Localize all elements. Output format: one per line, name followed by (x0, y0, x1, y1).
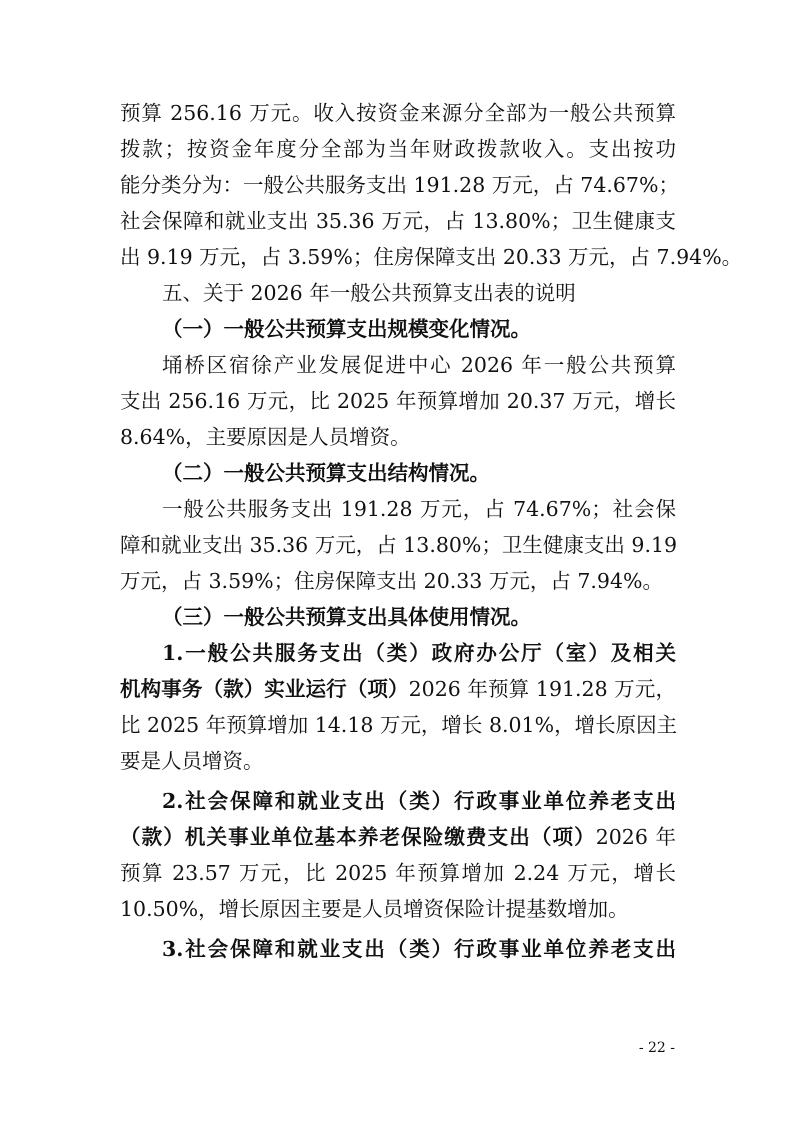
body-line-10: 8.64%，主要原因是人员增资。 (120, 425, 411, 449)
item-2-title-bold: （款）机关事业单位基本养老保险缴费支出（项） (120, 825, 596, 849)
section-heading-5: 五、关于 2026 年一般公共预算支出表的说明 (162, 281, 576, 305)
item-2-text: 2026 年 (595, 825, 677, 849)
item-1-title-bold: 机构事务（款）实业运行（项） (120, 677, 409, 701)
body-line-8: 埇桥区宿徐产业发展促进中心 2026 年一般公共预算 (162, 353, 676, 377)
body-line-1: 预算 256.16 万元。收入按资金来源分全部为一般公共预算 (120, 101, 676, 125)
item-2-body-line-1: 预算 23.57 万元，比 2025 年预算增加 2.24 万元，增长 (120, 861, 676, 885)
item-2-title-line-2 (120, 819, 676, 855)
subheading-2: （二）一般公共预算支出结构情况。 (162, 461, 490, 485)
body-line-4: 社会保障和就业支出 35.36 万元，占 13.80%；卫生健康支 (120, 209, 676, 233)
body-line-12: 一般公共服务支出 191.28 万元，占 74.67%；社会保 (162, 497, 676, 521)
item-1-title-line-1: 1.一般公共服务支出（类）政府办公厅（室）及相关 (162, 641, 676, 665)
item-2-title-line-1: 2.社会保障和就业支出（类）行政事业单位养老支出 (162, 789, 676, 813)
item-1-title-line-2 (120, 671, 676, 707)
document-body (120, 95, 743, 967)
body-line-2: 拨款；按资金年度分全部为当年财政拨款收入。支出按功 (120, 137, 676, 161)
body-line-3: 能分类分为：一般公共服务支出 191.28 万元，占 74.67%； (120, 173, 679, 197)
item-2-body-line-2: 10.50%，增长原因主要是人员增资保险计提基数增加。 (120, 897, 629, 921)
item-3-title-line-1: 3.社会保障和就业支出（类）行政事业单位养老支出 (162, 937, 676, 961)
page-number: - 22 - (638, 1040, 675, 1056)
body-line-13: 障和就业支出 35.36 万元，占 13.80%；卫生健康支出 9.19 (120, 533, 678, 557)
subheading-1: （一）一般公共预算支出规模变化情况。 (162, 317, 531, 341)
item-1-body-line-2: 要是人员增资。 (120, 749, 264, 773)
item-1-body-line-1: 比 2025 年预算增加 14.18 万元，增长 8.01%，增长原因主 (120, 713, 678, 737)
subheading-3: （三）一般公共预算支出具体使用情况。 (162, 605, 531, 629)
body-line-14: 万元，占 3.59%；住房保障支出 20.33 万元，占 7.94%。 (120, 569, 663, 593)
body-line-9: 支出 256.16 万元，比 2025 年预算增加 20.37 万元，增长 (120, 389, 676, 413)
item-1-text: 2026 年预算 191.28 万元， (408, 677, 677, 701)
body-line-5: 出 9.19 万元，占 3.59%；住房保障支出 20.33 万元，占 7.94%。 (120, 245, 743, 269)
